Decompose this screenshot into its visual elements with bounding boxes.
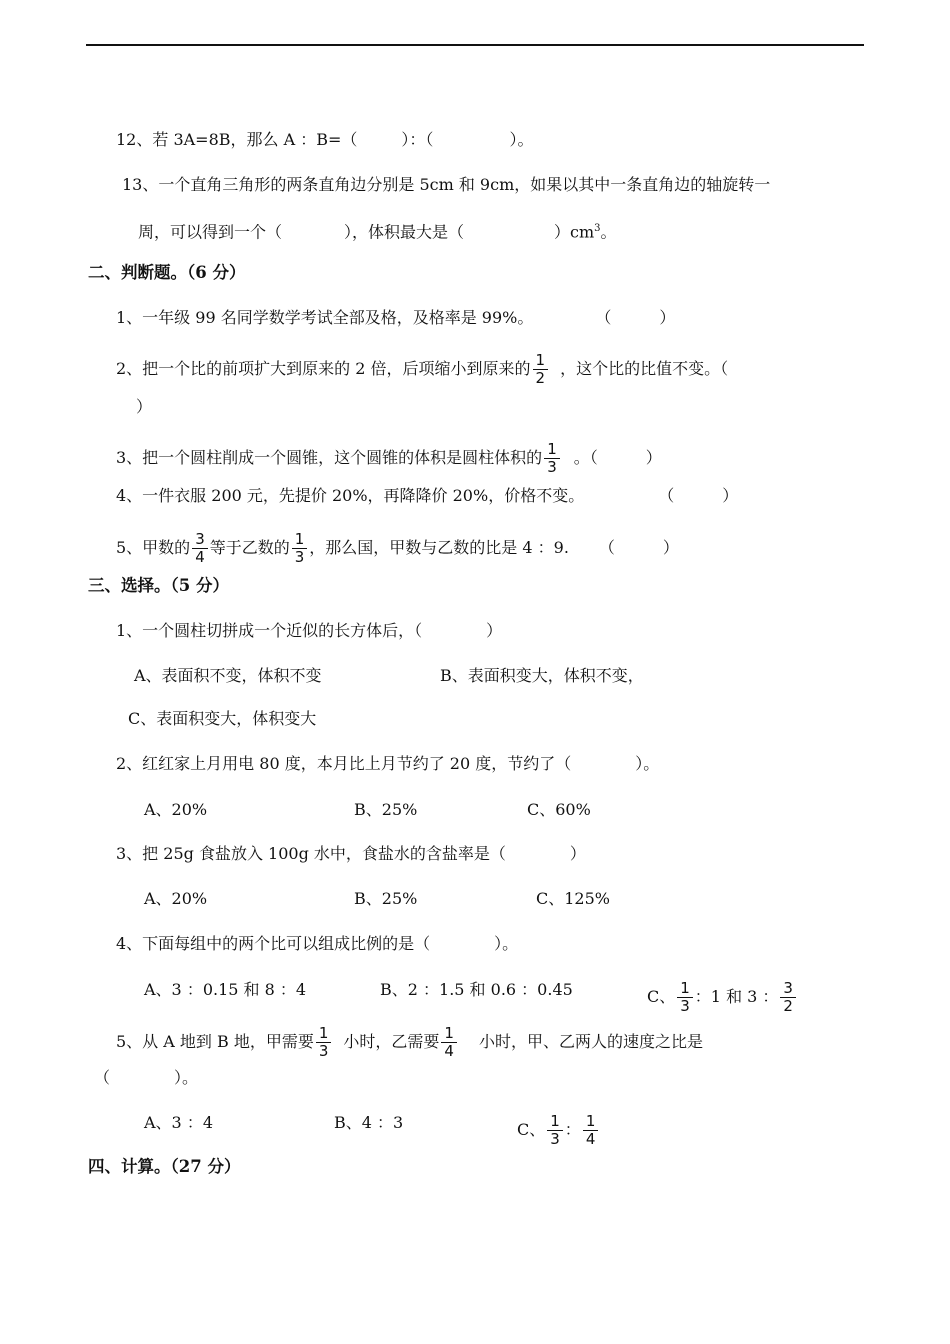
q13-part-a: 周，可以得到一个（ bbox=[138, 222, 283, 242]
choice-2: 2、红红家上月用电 80 度，本月比上月节约了 20 度，节约了（ ）。 bbox=[116, 754, 660, 773]
frac-denominator: 3 bbox=[547, 458, 557, 476]
choice-5 bbox=[116, 1025, 703, 1060]
fraction-1-3 bbox=[547, 1113, 563, 1148]
frac-numerator: 1 bbox=[677, 980, 693, 998]
frac-numerator: 1 bbox=[547, 1113, 563, 1131]
section-2-title: 二、判断题。（6 分） bbox=[88, 263, 246, 282]
judge-4 bbox=[116, 486, 738, 506]
choice-2-option-a: A、20% bbox=[144, 800, 208, 819]
choice-5-option-c bbox=[517, 1113, 600, 1148]
choice-5-c-mid: ： bbox=[564, 1120, 581, 1139]
question-13-line2 bbox=[138, 219, 617, 242]
judge-5-part-c: ，那么国，甲数与乙数的比是 4 ：9. bbox=[309, 538, 569, 557]
judge-3 bbox=[116, 441, 662, 476]
judge-2-continued: ） bbox=[136, 397, 153, 416]
choice-4-option-a: A、3 ：0.15 和 8 ：4 bbox=[144, 980, 307, 999]
judge-2-suffix: ，这个比的比值不变。（ bbox=[560, 359, 729, 378]
question-13-line1: 13、一个直角三角形的两条直角边分别是 5cm 和 9cm，如果以其中一条直角边的轴旋转一 bbox=[122, 175, 771, 194]
frac-numerator: 3 bbox=[780, 980, 796, 998]
section-3-title: 三、选择。（5 分） bbox=[88, 576, 229, 595]
judge-4-paren: （ ） bbox=[658, 486, 739, 505]
judge-4-text: 4、一件衣服 200 元，先提价 20%，再降降价 20%，价格不变。 bbox=[116, 486, 585, 505]
fraction-3-2 bbox=[780, 980, 796, 1015]
section-4-title: 四、计算。（27 分） bbox=[88, 1157, 241, 1176]
judge-5-part-a: 5、甲数的 bbox=[116, 538, 191, 557]
judge-3-prefix: 3、把一个圆柱削成一个圆锥，这个圆锥的体积是圆柱体积的 bbox=[116, 448, 543, 467]
choice-2-option-c: C、60% bbox=[527, 800, 591, 819]
judge-5-part-b: 等于乙数的 bbox=[209, 538, 290, 557]
judge-5 bbox=[116, 531, 679, 566]
frac-numerator: 1 bbox=[441, 1025, 457, 1043]
choice-3-option-c: C、125% bbox=[536, 889, 610, 908]
frac-numerator: 1 bbox=[544, 441, 560, 459]
frac-numerator: 3 bbox=[192, 531, 208, 549]
fraction-1-3 bbox=[544, 441, 560, 476]
fraction-1-3 bbox=[316, 1025, 332, 1060]
fraction-1-3 bbox=[677, 980, 693, 1015]
judge-2-prefix: 2、把一个比的前项扩大到原来的 2 倍，后项缩小到原来的 bbox=[116, 359, 531, 378]
q13-part-c: ）cm bbox=[554, 222, 595, 242]
fraction-1-4 bbox=[583, 1113, 599, 1148]
frac-numerator: 1 bbox=[583, 1113, 599, 1131]
q12-mid: ）：（ bbox=[401, 130, 434, 149]
q13-superscript: 3 bbox=[594, 223, 601, 234]
q13-part-b: ），体积最大是（ bbox=[344, 222, 465, 242]
q12-prefix: 12、若 3A=8B，那么 A ：B=（ bbox=[116, 130, 358, 149]
choice-5-option-b: B、4 ：3 bbox=[334, 1113, 404, 1132]
frac-denominator: 3 bbox=[318, 1042, 329, 1060]
frac-denominator: 3 bbox=[680, 997, 690, 1015]
judge-2 bbox=[116, 352, 728, 387]
choice-1: 1、一个圆柱切拼成一个近似的长方体后，（ ） bbox=[116, 621, 503, 640]
q12-suffix: ）。 bbox=[509, 130, 534, 149]
frac-denominator: 3 bbox=[550, 1130, 560, 1148]
fraction-1-3 bbox=[292, 531, 308, 566]
choice-5-part-b: 小时，乙需要 bbox=[343, 1032, 440, 1051]
choice-3-option-a: A、20% bbox=[144, 889, 208, 908]
choice-5-c-prefix: C、 bbox=[517, 1120, 546, 1139]
header-rule bbox=[86, 44, 864, 46]
choice-5-option-a: A、3 ：4 bbox=[144, 1113, 214, 1132]
choice-4-option-b: B、2 ：1.5 和 0.6 ：0.45 bbox=[380, 980, 573, 999]
choice-4: 4、下面每组中的两个比可以组成比例的是（ ）。 bbox=[116, 934, 519, 953]
choice-5-part-c: 小时，甲、乙两人的速度之比是 bbox=[478, 1032, 703, 1051]
judge-5-paren: （ ） bbox=[598, 538, 679, 557]
judge-1 bbox=[116, 308, 675, 328]
judge-3-suffix: 。（ ） bbox=[573, 448, 662, 467]
frac-numerator: 1 bbox=[292, 531, 308, 549]
choice-1-option-c: C、表面积变大，体积变大 bbox=[128, 709, 317, 728]
q13-part-d: 。 bbox=[600, 222, 617, 242]
frac-numerator: 1 bbox=[533, 352, 549, 370]
frac-denominator: 2 bbox=[783, 997, 793, 1015]
frac-denominator: 4 bbox=[444, 1042, 454, 1060]
fraction-1-4 bbox=[441, 1025, 457, 1060]
frac-denominator: 3 bbox=[294, 548, 305, 566]
frac-denominator: 4 bbox=[585, 1130, 596, 1148]
choice-1-option-b: B、表面积变大，体积不变， bbox=[440, 666, 644, 685]
choice-5-part-a: 5、从 A 地到 B 地，甲需要 bbox=[116, 1032, 314, 1051]
choice-1-option-a: A、表面积不变，体积不变 bbox=[134, 666, 322, 685]
choice-4-c-mid: ：1 和 3 ： bbox=[694, 987, 779, 1006]
choice-5-continued: （ ）。 bbox=[94, 1068, 199, 1087]
choice-4-option-c bbox=[647, 980, 798, 1015]
choice-2-option-b: B、25% bbox=[354, 800, 418, 819]
choice-4-c-prefix: C、 bbox=[647, 987, 676, 1006]
fraction-1-2 bbox=[533, 352, 549, 387]
frac-numerator: 1 bbox=[316, 1025, 332, 1043]
question-12 bbox=[116, 130, 533, 150]
fraction-3-4 bbox=[192, 531, 208, 566]
choice-3-option-b: B、25% bbox=[354, 889, 418, 908]
judge-1-text: 1、一年级 99 名同学数学考试全部及格，及格率是 99%。 bbox=[116, 308, 534, 327]
frac-denominator: 2 bbox=[535, 369, 546, 387]
frac-denominator: 4 bbox=[195, 548, 205, 566]
judge-1-paren: （ ） bbox=[595, 308, 676, 327]
choice-3: 3、把 25g 食盐放入 100g 水中，食盐水的含盐率是（ ） bbox=[116, 844, 586, 863]
